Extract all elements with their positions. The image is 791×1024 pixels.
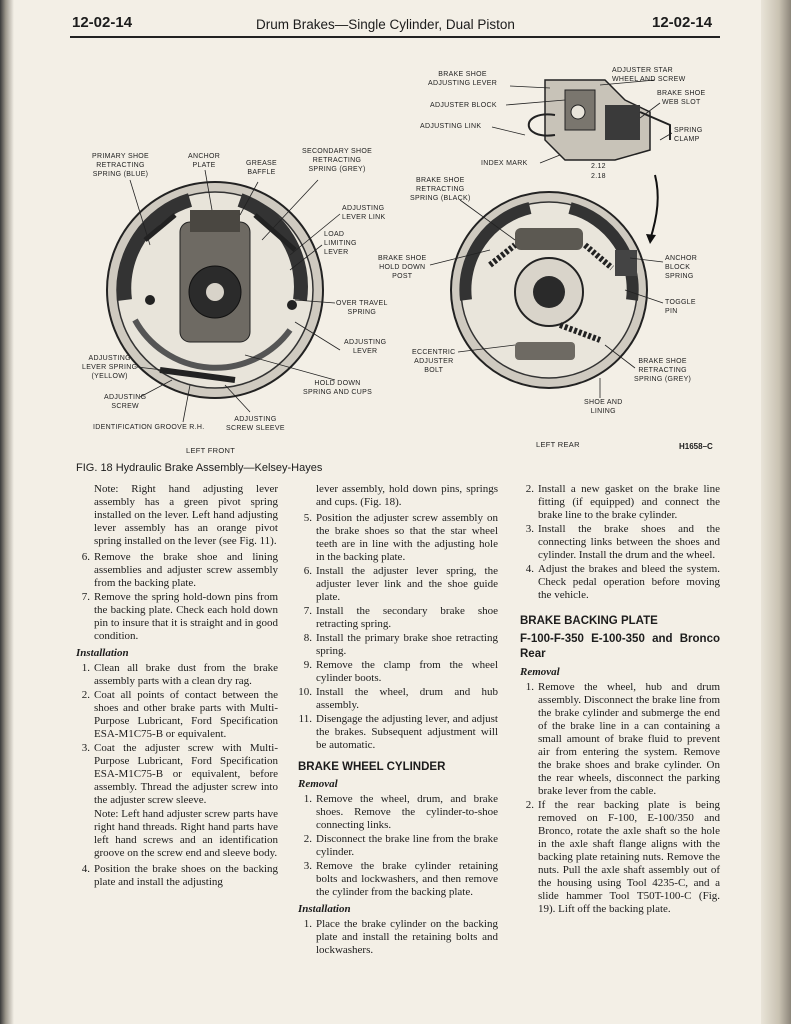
label-left-rear: LEFT REAR bbox=[536, 440, 580, 449]
label-anchor-plate: ANCHOR PLATE bbox=[188, 153, 221, 169]
removal-step-3: 3. Remove the brake cylinder retaining bolts and lockwashers, and then remove the cylinder from the backing plate. bbox=[303, 860, 498, 898]
label-brake-shoe-spring-grey: BRAKE SHOE RETRACTING SPRING (GREY) bbox=[634, 358, 692, 383]
removal-step-2: 2. Disconnect the brake line from the brake cylinder. bbox=[303, 833, 498, 858]
page-number-left: 12-02-14 bbox=[72, 14, 133, 31]
label-eccentric-adjuster-bolt: ECCENTRIC ADJUSTER BOLT bbox=[412, 349, 456, 374]
step-7: 7. Remove the spring hold-down pins from the backing plate. Check each hold down pin to insure that it is straight and in good condition. bbox=[81, 591, 278, 642]
subhead-removal: Removal bbox=[298, 778, 338, 790]
label-brake-shoe-spring-black: BRAKE SHOE RETRACTING SPRING (BLACK) bbox=[410, 177, 471, 202]
install-step-1: 1. Clean all brake dust from the brake assembly parts with a clean dry rag. bbox=[81, 662, 278, 687]
text-column-1 bbox=[76, 483, 278, 890]
figure-caption: FIG. 18 Hydraulic Brake Assembly—Kelsey-Hayes bbox=[76, 462, 323, 474]
page-title: Drum Brakes—Single Cylinder, Dual Piston bbox=[256, 17, 515, 32]
label-index-mark: INDEX MARK bbox=[481, 160, 528, 167]
label-anchor-block-spring: ANCHOR BLOCK SPRING bbox=[665, 255, 698, 280]
label-primary-shoe-spring: PRIMARY SHOE RETRACTING SPRING (BLUE) bbox=[92, 153, 150, 178]
label-adjusting-lever: ADJUSTING LEVER bbox=[344, 339, 387, 355]
label-identification-groove: IDENTIFICATION GROOVE R.H. bbox=[93, 424, 205, 431]
subsection-models: F-100-F-350 E-100-350 and Bronco Rear bbox=[520, 633, 720, 660]
install-step-2: 2. Coat all points of contact between the shoes and other brake parts with Multi-Purpose Lubricant, Ford Specification ESA-M1C75-B or equivalent. bbox=[81, 689, 278, 740]
label-brake-shoe-adjusting-lever: BRAKE SHOE ADJUSTING LEVER bbox=[428, 71, 498, 87]
text-column-3 bbox=[520, 483, 720, 917]
label-adjusting-link: ADJUSTING LINK bbox=[420, 123, 482, 130]
label-secondary-shoe-spring: SECONDARY SHOE RETRACTING SPRING (GREY) bbox=[302, 148, 373, 173]
cylinder-install-step-2: 2. Install a new gasket on the brake line fitting (if equipped) and connect the brake line to the brake cylinder. bbox=[525, 483, 720, 521]
label-hold-down-spring-cups: HOLD DOWN SPRING AND CUPS bbox=[303, 380, 373, 396]
install-step-5: 5. Position the adjuster screw assembly on the brake shoes so that the star wheel teeth are in line with the adjusting hole in the backing plate. bbox=[303, 512, 498, 563]
cylinder-install-step-4: 4. Adjust the brakes and bleed the system. Check pedal operation before moving the vehicle. bbox=[525, 563, 720, 601]
label-adjusting-screw: ADJUSTING SCREW bbox=[104, 394, 147, 410]
label-brake-shoe-web-slot: BRAKE SHOE WEB SLOT bbox=[657, 90, 706, 106]
left-rear-brake-drawing bbox=[451, 192, 647, 388]
label-over-travel-spring: OVER TRAVEL SPRING bbox=[336, 300, 388, 316]
install-step-9: 9. Remove the clamp from the wheel cylinder boots. bbox=[303, 659, 498, 684]
figure-code: H1658–C bbox=[679, 442, 713, 451]
cylinder-install-step-3: 3. Install the brake shoes and the connecting links between the shoes and cylinder. Install the drum and the wheel. bbox=[525, 523, 720, 561]
label-toggle-pin: TOGGLE PIN bbox=[665, 299, 696, 315]
label-load-limiting-lever: LOAD LIMITING LEVER bbox=[324, 231, 357, 256]
subhead-removal-2: Removal bbox=[520, 666, 560, 678]
subhead-installation: Installation bbox=[76, 647, 129, 659]
page-number-right: 12-02-14 bbox=[652, 14, 713, 31]
step-6: 6. Remove the brake shoe and lining assemblies and adjuster screw assembly from the backing plate. bbox=[81, 551, 278, 589]
subhead-installation-2: Installation bbox=[298, 903, 351, 915]
backing-removal-step-1: 1. Remove the wheel, hub and drum assembly. Disconnect the brake line from the brake cylinder and submerge the end of the brake line in a can containing a small amount of brake fluid to prevent air from entering the system. Remove the brake shoes and brake cylinder. On the rear wheels, disconnect the parking brake lever from the cable. bbox=[525, 681, 720, 797]
label-brake-shoe-hold-down-post: BRAKE SHOE HOLD DOWN POST bbox=[378, 255, 427, 280]
section-brake-wheel-cylinder: BRAKE WHEEL CYLINDER bbox=[298, 761, 446, 773]
label-spring-clamp: SPRING CLAMP bbox=[674, 127, 703, 143]
note-adjusting-lever: Note: Right hand adjusting lever assembly has a green pivot spring installed on the lever. Left hand adjusting lever assembly has an orange pivot spring installed on the lever (see Fig. 11). bbox=[94, 483, 278, 547]
section-brake-backing-plate: BRAKE BACKING PLATE bbox=[520, 615, 658, 627]
install-step-8: 8. Install the primary brake shoe retracting spring. bbox=[303, 632, 498, 657]
install-step-4: 4. Position the brake shoes on the backing plate and install the adjusting bbox=[81, 863, 278, 888]
note-adjuster-threads: Note: Left hand adjuster screw parts have right hand threads. Right hand parts have left hand screws and an identification groove on the screw end and sleeve body. bbox=[94, 808, 278, 859]
label-dimension-2: 2.18 bbox=[591, 173, 606, 180]
install-step-10: 10. Install the wheel, drum and hub assembly. bbox=[298, 686, 498, 711]
label-adjusting-lever-spring: ADJUSTING LEVER SPRING (YELLOW) bbox=[82, 355, 138, 380]
label-adjuster-block: ADJUSTER BLOCK bbox=[430, 102, 497, 109]
cylinder-install-step-1: 1. Place the brake cylinder on the backing plate and install the retaining bolts and lockwashers. bbox=[303, 918, 498, 956]
backing-removal-step-2: 2. If the rear backing plate is being removed on F-100, E-100/350 and Bronco, rotate the axle shaft so the hole in the axle shaft flange aligns with the backing plate retaining nuts. Remove the nuts. Pull the axle shaft assembly out of the housing using Tool 4235-C, and a slide hammer Tool T50T-100-C (Fig. 19). Lift off the backing plate. bbox=[525, 799, 720, 915]
label-grease-baffle: GREASE BAFFLE bbox=[246, 160, 277, 176]
label-left-front: LEFT FRONT bbox=[186, 446, 236, 455]
text-column-2 bbox=[298, 483, 498, 958]
install-step-7: 7. Install the secondary brake shoe retracting spring. bbox=[303, 605, 498, 630]
install-step-6: 6. Install the adjuster lever spring, the adjuster lever link and the shoe guide plate. bbox=[303, 565, 498, 603]
install-step-3: 3. Coat the adjuster screw with Multi-Purpose Lubricant, Ford Specification ESA-M1C75-B or equivalent, before assembly. Thread the adjuster screw into the adjuster screw sleeve. bbox=[81, 742, 278, 806]
label-dimension-1: 2.12 bbox=[591, 163, 606, 170]
install-step-11: 11. Disengage the adjusting lever, and adjust the brakes. Subsequent adjustment will be automatic. bbox=[298, 713, 498, 751]
step-4-continued: lever assembly, hold down pins, springs and cups. (Fig. 18). bbox=[316, 483, 498, 508]
left-front-brake-drawing bbox=[107, 182, 323, 398]
label-adjusting-lever-link: ADJUSTING LEVER LINK bbox=[342, 205, 386, 221]
removal-step-1: 1. Remove the wheel, drum, and brake shoes. Remove the cylinder-to-shoe connecting links. bbox=[303, 793, 498, 831]
label-adjusting-screw-sleeve: ADJUSTING SCREW SLEEVE bbox=[226, 416, 285, 432]
label-adjuster-star-wheel: ADJUSTER STAR WHEEL AND SCREW bbox=[612, 67, 686, 83]
label-shoe-and-lining: SHOE AND LINING bbox=[584, 399, 623, 415]
